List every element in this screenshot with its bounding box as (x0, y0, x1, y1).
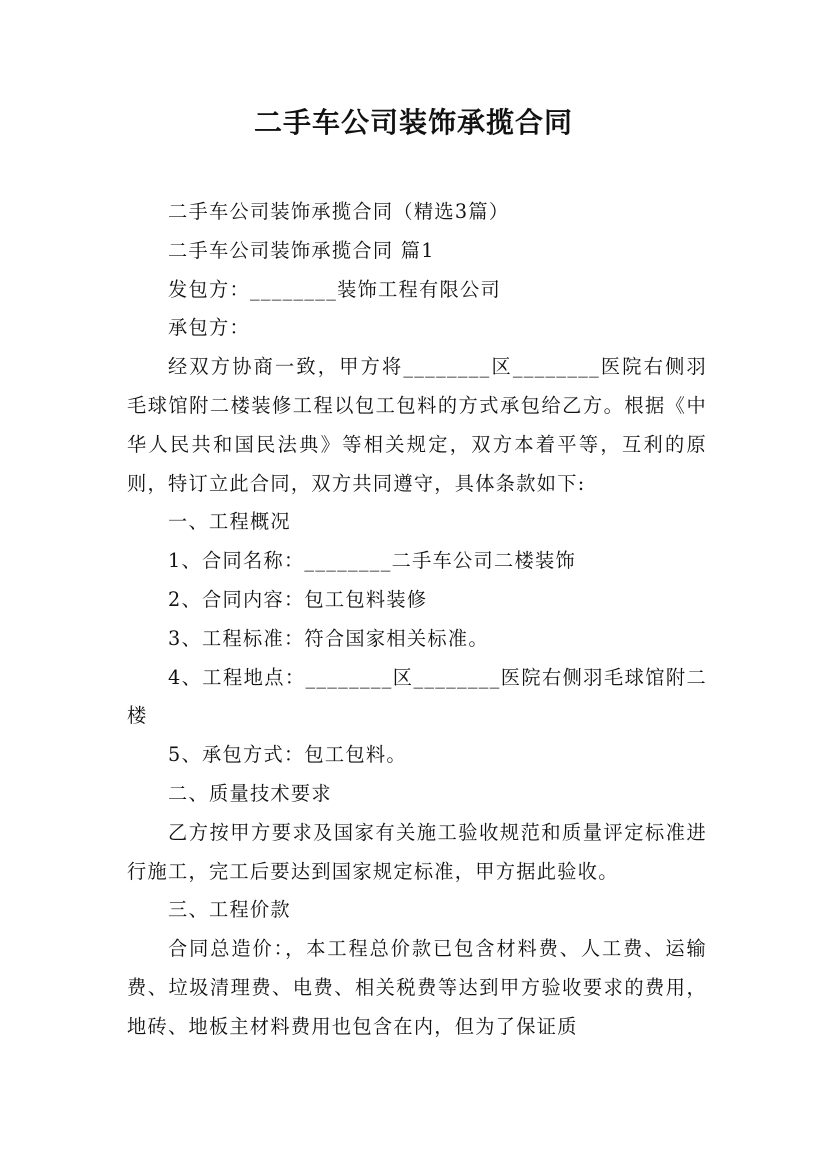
paragraph-heading-price: 三、工程价款 (168, 898, 291, 922)
paragraph-standard: 3、工程标准：符合国家相关标准。 (168, 626, 489, 650)
paragraph-heading-overview: 一、工程概况 (168, 510, 291, 534)
paragraph-contractor: 承包方： (168, 316, 250, 340)
paragraph-price: 合同总造价：，本工程总价款已包含材料费、人工费、运输费、垃圾清理费、电费、相关税费等达到甲方验收要求的费用，地砖、地板主材料费用也包含在内，但为了保证质 (127, 937, 707, 1038)
paragraph-preamble: 经双方协商一致，甲方将________区________医院右侧羽毛球馆附二楼装修工程以包工包料的方式承包给乙方。根据《中华人民共和国民法典》等相关规定，双方本着平等，互利的原则，特订立此合同，双方共同遵守，具体条款如下: (127, 355, 707, 495)
paragraph-location: 4、工程地点：________区________医院右侧羽毛球馆附二楼 (127, 665, 707, 728)
paragraph-heading-quality: 二、质量技术要求 (168, 781, 332, 805)
paragraph-subtitle: 二手车公司装饰承揽合同（精选3篇） (168, 200, 510, 223)
paragraph-section-heading: 二手车公司装饰承揽合同 篇1 (168, 238, 435, 262)
paragraph-contract-name: 1、合同名称：________二手车公司二楼装饰 (168, 549, 576, 573)
paragraph-client: 发包方：________装饰工程有限公司 (168, 277, 501, 301)
document-body (127, 193, 707, 1047)
paragraph-contract-content: 2、合同内容：包工包料装修 (168, 587, 428, 611)
paragraph-quality: 乙方按甲方要求及国家有关施工验收规范和质量评定标准进行施工，完工后要达到国家规定标准，甲方据此验收。 (127, 820, 707, 883)
document-title: 二手车公司装饰承揽合同 (253, 106, 573, 139)
paragraph-method: 5、承包方式：包工包料。 (168, 743, 407, 767)
